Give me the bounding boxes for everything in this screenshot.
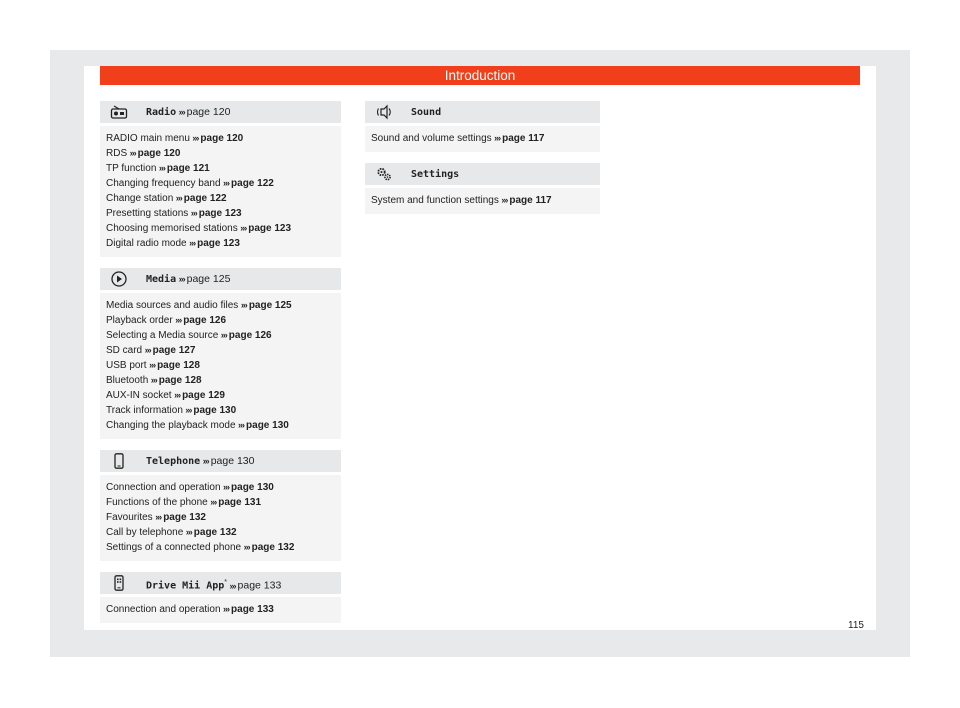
item-text: Bluetooth (106, 375, 149, 386)
item-text: Presetting stations (106, 208, 189, 219)
section-body (365, 126, 600, 152)
page-number: 115 (848, 620, 864, 631)
arrow-glyph: ››› (219, 330, 227, 340)
section-title (411, 163, 459, 186)
item-text: Connection and operation (106, 604, 221, 615)
list-item (106, 191, 335, 206)
section-title-text: Drive Mii App (146, 580, 225, 592)
arrow-glyph: ››› (177, 107, 185, 117)
item-text: Sound and volume settings (371, 133, 492, 144)
item-text: Call by telephone (106, 527, 184, 538)
section-header (100, 268, 341, 290)
list-item (106, 358, 335, 373)
page-ref-link[interactable]: page 132 (251, 542, 295, 553)
list-item (106, 176, 335, 191)
section-header (100, 101, 341, 123)
list-item (106, 131, 335, 146)
arrow-glyph: ››› (201, 456, 209, 466)
list-item (106, 221, 335, 236)
list-item (106, 602, 335, 617)
arrow-glyph: ››› (153, 512, 162, 522)
arrow-glyph: ››› (221, 482, 230, 492)
item-text: Digital radio mode (106, 238, 187, 249)
page-ref-link[interactable]: page 126 (228, 330, 272, 341)
arrow-glyph: ››› (173, 315, 182, 325)
section-radio (100, 101, 341, 257)
section-page-ref[interactable]: page 133 (237, 579, 282, 592)
arrow-glyph: ››› (239, 300, 247, 310)
section-header (365, 101, 600, 123)
item-text: Changing the playback mode (106, 420, 236, 431)
item-text: Change station (106, 193, 174, 204)
list-item (106, 540, 335, 555)
section-page-ref[interactable]: page 125 (186, 273, 231, 285)
item-text: SD card (106, 345, 143, 356)
item-text: Track information (106, 405, 183, 416)
arrow-glyph: ››› (172, 390, 181, 400)
section-title-text: Radio (146, 107, 177, 118)
section-header (365, 163, 600, 185)
page-ref-link[interactable]: page 117 (509, 195, 552, 206)
item-text: RADIO main menu (106, 133, 190, 144)
item-text: Choosing memorised stations (106, 223, 238, 234)
list-item (106, 206, 335, 221)
page-ref-link[interactable]: page 128 (158, 375, 202, 386)
arrow-glyph: ››› (190, 133, 199, 143)
page-ref-link[interactable]: page 132 (163, 512, 206, 523)
section-sound (365, 101, 600, 152)
gears-icon (375, 166, 393, 182)
radio-icon (110, 104, 128, 120)
list-item (106, 298, 335, 313)
list-item (106, 403, 335, 418)
item-text: Playback order (106, 315, 173, 326)
list-item (106, 161, 335, 176)
section-title-text: Telephone (146, 456, 201, 467)
arrow-glyph: ››› (184, 527, 192, 537)
section-title (146, 268, 230, 291)
chapter-header: Introduction (100, 66, 860, 85)
arrow-glyph: ››› (242, 542, 250, 552)
left-column (100, 101, 341, 634)
list-item (106, 480, 335, 495)
arrow-glyph: ››› (221, 604, 230, 614)
page-ref-link[interactable]: page 122 (183, 193, 227, 204)
list-item (106, 510, 335, 525)
arrow-glyph: ››› (183, 405, 192, 415)
list-item (106, 236, 335, 251)
section-body (100, 597, 341, 623)
arrow-glyph: ››› (143, 345, 151, 355)
arrow-glyph: ››› (499, 195, 508, 205)
page-ref-link[interactable]: page 122 (231, 178, 274, 189)
list-item (106, 146, 335, 161)
section-media (100, 268, 341, 439)
list-item (371, 193, 594, 208)
section-page-ref[interactable]: page 130 (210, 455, 255, 467)
arrow-glyph: ››› (147, 360, 156, 370)
item-text: Changing frequency band (106, 178, 221, 189)
page-ref-link[interactable]: page 123 (198, 208, 242, 219)
page-ref-link[interactable]: page 125 (248, 300, 292, 311)
section-title (146, 101, 230, 124)
list-item (106, 495, 335, 510)
play-icon (110, 271, 128, 287)
page-ref-link[interactable]: page 123 (248, 223, 292, 234)
list-item (106, 388, 335, 403)
sound-icon (375, 104, 393, 120)
page-ref-link[interactable]: page 123 (197, 238, 240, 249)
phone-icon (110, 453, 128, 469)
list-item (371, 131, 594, 146)
arrow-glyph: ››› (128, 148, 136, 158)
list-item (106, 418, 335, 433)
arrow-glyph: ››› (238, 223, 247, 233)
page-ref-link[interactable]: page 130 (246, 420, 289, 431)
section-title-text: Settings (411, 169, 460, 180)
arrow-glyph: ››› (157, 163, 165, 173)
section-body (100, 126, 341, 257)
section-header (100, 450, 341, 472)
page-ref-link[interactable]: page 130 (231, 482, 274, 493)
section-settings (365, 163, 600, 214)
arrow-glyph: ››› (228, 580, 236, 591)
arrow-glyph: ››› (208, 497, 217, 507)
page-ref-link[interactable]: page 130 (193, 405, 237, 416)
page-ref-link[interactable]: page 117 (502, 133, 545, 144)
section-title (146, 572, 281, 598)
section-title-text: Sound (411, 107, 442, 118)
app-phone-icon (110, 575, 128, 591)
arrow-glyph: ››› (174, 193, 182, 203)
arrow-glyph: ››› (149, 375, 157, 385)
section-title (146, 450, 254, 473)
section-title (411, 101, 441, 124)
list-item (106, 343, 335, 358)
page-ref-link[interactable]: page 121 (166, 163, 210, 174)
item-text: Favourites (106, 512, 153, 523)
section-header (100, 572, 341, 594)
section-body (365, 188, 600, 214)
section-telephone (100, 450, 341, 561)
list-item (106, 328, 335, 343)
optional-marker: * (224, 579, 228, 586)
item-text: Settings of a connected phone (106, 542, 242, 553)
page-ref-link[interactable]: page 133 (231, 604, 274, 615)
page-ref-link[interactable]: page 120 (137, 148, 181, 159)
item-text: Media sources and audio files (106, 300, 239, 311)
list-item (106, 525, 335, 540)
item-text: TP function (106, 163, 157, 174)
section-drive-mii-app (100, 572, 341, 623)
arrow-glyph: ››› (177, 274, 185, 284)
item-text: Selecting a Media source (106, 330, 219, 341)
right-column (365, 101, 600, 225)
section-body (100, 475, 341, 561)
item-text: Functions of the phone (106, 497, 208, 508)
section-body (100, 293, 341, 439)
page-ref-link[interactable]: page 129 (182, 390, 225, 401)
page-ref-link[interactable]: page 126 (183, 315, 227, 326)
arrow-glyph: ››› (492, 133, 501, 143)
item-text: RDS (106, 148, 128, 159)
arrow-glyph: ››› (187, 238, 196, 248)
page-ref-link[interactable]: page 120 (200, 133, 244, 144)
arrow-glyph: ››› (236, 420, 245, 430)
arrow-glyph: ››› (189, 208, 197, 218)
list-item (106, 313, 335, 328)
page-ref-link[interactable]: page 132 (193, 527, 237, 538)
item-text: System and function settings (371, 195, 499, 206)
section-page-ref[interactable]: page 120 (186, 106, 231, 118)
list-item (106, 373, 335, 388)
arrow-glyph: ››› (221, 178, 230, 188)
page-ref-link[interactable]: page 128 (157, 360, 200, 371)
page-ref-link[interactable]: page 127 (152, 345, 196, 356)
item-text: AUX-IN socket (106, 390, 172, 401)
item-text: USB port (106, 360, 147, 371)
item-text: Connection and operation (106, 482, 221, 493)
section-title-text: Media (146, 274, 177, 285)
page-ref-link[interactable]: page 131 (218, 497, 262, 508)
